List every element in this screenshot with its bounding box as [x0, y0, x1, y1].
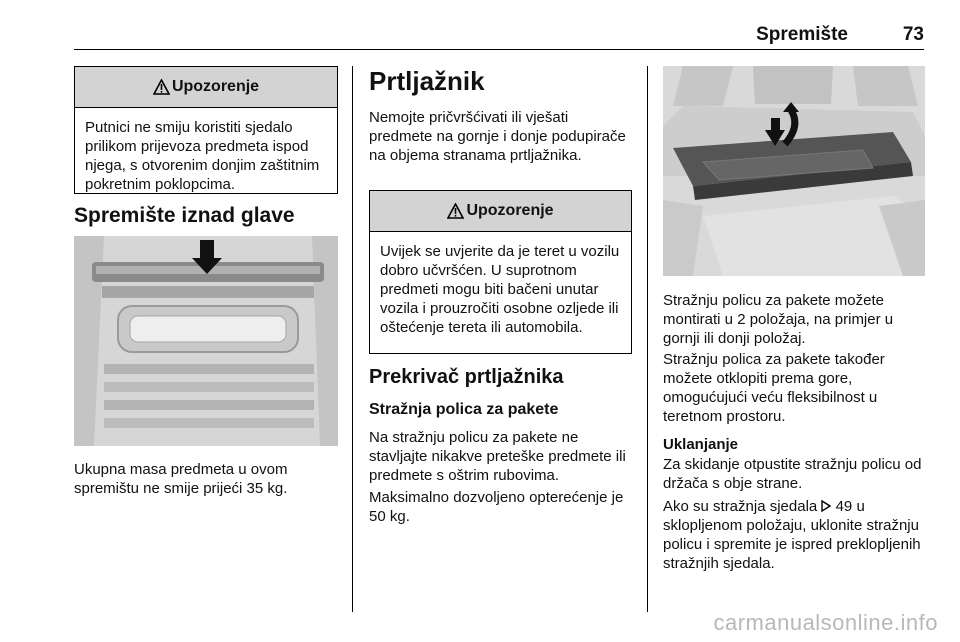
- page-header-title: Spremište: [756, 24, 848, 45]
- warning-header: [75, 67, 337, 108]
- warning-text: Putnici ne smiju koristiti sjedalo prilikom prijevoza predmeta ispod njega, s otvorenim donjim zaštitnim pokretnim poklopcima.: [85, 119, 320, 193]
- trunk-intro-text: Nemojte pričvršćivati ili vješati predmete na gornje i donje podupirače na objema stranama prtljažnika.: [369, 109, 626, 164]
- subheading-parcel-shelf: Stražnja polica za pakete: [369, 401, 559, 418]
- page-reference-arrow-icon: [821, 500, 831, 512]
- folded-seats-text-end: u sklopljenom položaju, uklonite stražnju policu i spremite je ispred preklopljenih stražnjih sjedala.: [663, 498, 921, 572]
- max-load-text: Maksimalno dozvoljeno opterećenje je 50 kg.: [369, 489, 624, 525]
- warning-triangle-icon: [153, 79, 170, 95]
- warning-text: Uvijek se uvjerite da je teret u vozilu dobro učvršćen. U suprotnom predmeti mogu biti bačeni unutar vozila i prouzročiti osobne ozljede ili oštećenje tereta ili automobila.: [380, 243, 620, 336]
- header-rule: [74, 49, 924, 50]
- parcel-shelf-illustration: [663, 66, 925, 276]
- removal-text: Za skidanje otpustite stražnju policu od držača s obje strane.: [663, 456, 922, 492]
- section-heading-overhead: Spremište iznad glave: [74, 204, 295, 227]
- warning-box-cargo: [369, 190, 632, 354]
- parcel-shelf-warning-text: Na stražnju policu za pakete ne stavljajte nikakve preteške predmete ili predmete s oštrim rubovima.: [369, 429, 626, 484]
- column-divider-2: [647, 66, 648, 612]
- shelf-positions-text: Stražnju policu za pakete možete montirati u 2 položaja, na primjer u gornji ili donji položaj.: [663, 292, 894, 347]
- warning-header: [370, 191, 631, 232]
- column-divider-1: [352, 66, 353, 612]
- overhead-storage-illustration: [74, 236, 338, 446]
- page-reference-link[interactable]: 49: [835, 498, 853, 515]
- shelf-fold-text: Stražnju polica za pakete također možete otklopiti prema gore, omogućujući veću fleksibilnost u teretnom prostoru.: [663, 351, 885, 425]
- warning-title: Upozorenje: [466, 202, 554, 219]
- warning-title: Upozorenje: [171, 78, 260, 95]
- watermark-text: carmanualsonline.info: [713, 610, 938, 635]
- page-number: 73: [902, 24, 924, 45]
- section-heading-cover: Prekrivač prtljažnika: [369, 366, 564, 388]
- subheading-removal: Uklanjanje: [663, 436, 739, 453]
- section-heading-trunk: Prtljažnik: [369, 66, 485, 96]
- overhead-weight-note: Ukupna masa predmeta u ovom spremištu ne smije prijeći 35 kg.: [74, 461, 288, 497]
- warning-box-seat: [74, 66, 338, 194]
- folded-seats-text-start: Ako su stražnja sjedala: [663, 498, 818, 515]
- folded-seats-text: [663, 497, 925, 573]
- warning-triangle-icon: [447, 203, 464, 219]
